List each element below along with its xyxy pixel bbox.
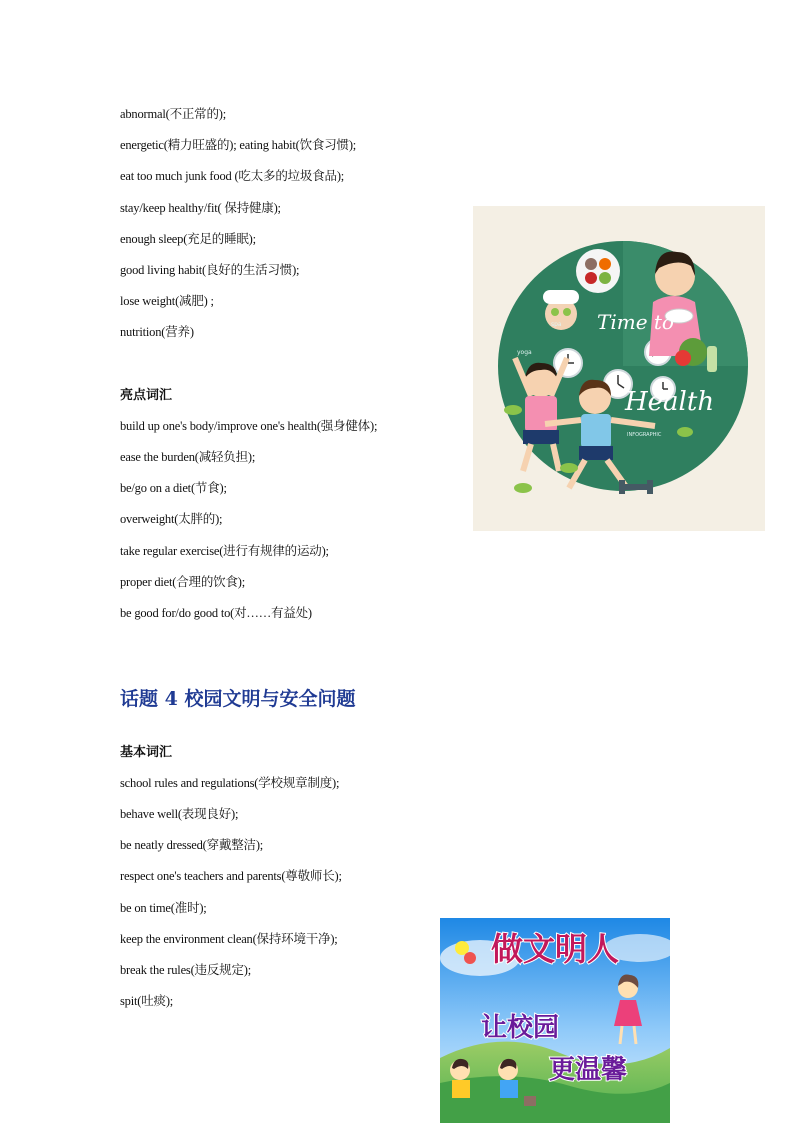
vocab-line: good living habit(良好的生活习惯); xyxy=(120,263,300,277)
infographic-label: INFOGRAPHIC xyxy=(627,432,662,438)
spa-label: spa xyxy=(551,321,562,328)
topic-heading: 话题 4 校园文明与安全问题 xyxy=(120,688,356,710)
vocab-line: proper diet(合理的饮食); xyxy=(120,575,245,589)
vocab-line: be on time(准时); xyxy=(120,901,207,915)
vocab-line: lose weight(减肥) ; xyxy=(120,294,214,308)
poster-title: 做文明人 xyxy=(490,930,620,968)
vocab-line: be good for/do good to(对……有益处) xyxy=(120,606,312,620)
vocab-line: keep the environment clean(保持环境干净); xyxy=(120,932,338,946)
vocab-line: eat too much junk food (吃太多的垃圾食品); xyxy=(120,169,345,183)
poster-line-3: 更温馨 xyxy=(548,1055,628,1085)
health-script: Health xyxy=(625,387,715,417)
vocab-line: stay/keep healthy/fit( 保持健康); xyxy=(120,201,281,215)
vocab-line: be/go on a diet(节食); xyxy=(120,481,227,495)
yoga-label: yoga xyxy=(517,349,532,356)
vocab-line: be neatly dressed(穿戴整洁); xyxy=(120,838,264,852)
vocab-line: behave well(表现良好); xyxy=(120,807,239,821)
vocab-line: nutrition(营养) xyxy=(120,325,194,339)
vocab-line: energetic(精力旺盛的); eating habit(饮食习惯); xyxy=(120,138,357,152)
vocab-line: build up one's body/improve one's health(强身健体); xyxy=(120,419,378,433)
time-to-script: Time to xyxy=(597,310,674,334)
health-illustration xyxy=(473,206,765,531)
vocab-line: abnormal(不正常的); xyxy=(120,107,227,121)
campus-poster-image xyxy=(440,918,670,1123)
vocab-line: spit(吐痰); xyxy=(120,994,174,1008)
vocab-line: school rules and regulations(学校规章制度); xyxy=(120,776,340,790)
vocab-line: break the rules(违反规定); xyxy=(120,963,251,977)
vocab-line: enough sleep(充足的睡眠); xyxy=(120,232,256,246)
poster-line-2: 让校园 xyxy=(480,1013,560,1043)
highlight-vocab-title: 亮点词汇 xyxy=(120,388,173,403)
vocab-line: overweight(太胖的); xyxy=(120,512,223,526)
vocab-line: take regular exercise(进行有规律的运动); xyxy=(120,544,329,558)
vocab-line: respect one's teachers and parents(尊敬师长); xyxy=(120,869,342,883)
basic-vocab-title: 基本词汇 xyxy=(120,745,173,760)
vocab-line: ease the burden(减轻负担); xyxy=(120,450,256,464)
